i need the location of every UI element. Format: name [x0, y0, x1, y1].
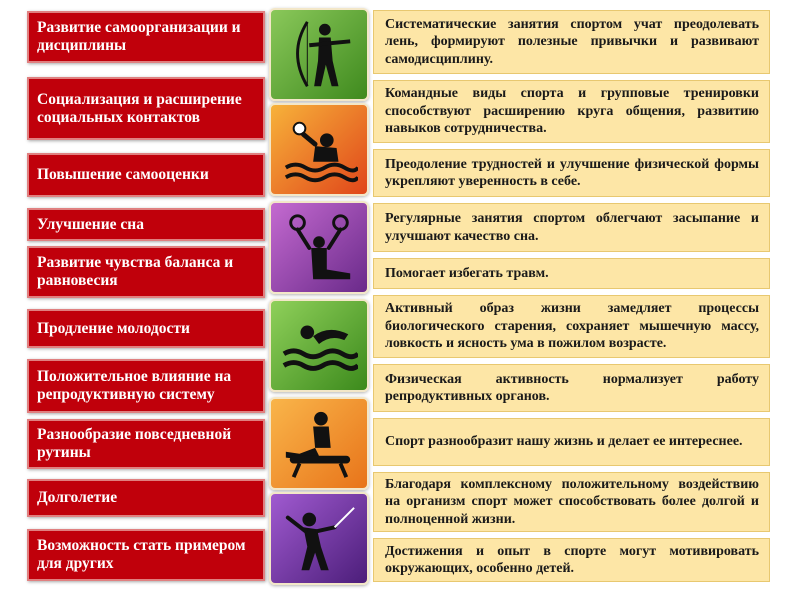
benefit-description-box	[373, 538, 770, 582]
benefit-description: Систематические занятия спортом учат преодолевать лень, формируют полезные привычки и развивают самодисциплину.	[385, 16, 759, 67]
benefit-title: Разнообразие повседневной рутины	[37, 426, 232, 461]
benefit-description-box	[373, 80, 770, 143]
benefit-description-box	[373, 472, 770, 532]
benefit-description-box	[373, 149, 770, 197]
archery-icon	[280, 15, 358, 95]
benefit-description-box	[373, 10, 770, 74]
gymnastics-rings-tile	[269, 201, 369, 294]
benefit-title-box	[27, 309, 265, 348]
benefit-title-box	[27, 153, 265, 197]
benefit-description: Благодаря комплексному положительному воздействию на организм спорт может способствовать более долгой и полноценной жизни.	[385, 476, 759, 527]
benefit-title-box	[27, 419, 265, 469]
fencing-icon	[280, 499, 358, 579]
water-polo-icon	[280, 110, 358, 190]
benefit-title-box	[27, 529, 265, 581]
benefit-title-box	[27, 208, 265, 241]
fencing-tile	[269, 492, 369, 585]
benefit-title: Долголетие	[37, 489, 118, 506]
swimming-icon	[280, 306, 358, 386]
pommel-horse-icon	[280, 404, 358, 484]
water-polo-tile	[269, 103, 369, 196]
benefit-title: Развитие самоорганизации и дисциплины	[37, 19, 241, 54]
benefit-title-box	[27, 359, 265, 413]
benefit-title: Развитие чувства баланса и равновесия	[37, 254, 234, 289]
benefit-description: Достижения и опыт в спорте могут мотивировать окружающих, особенно детей.	[385, 543, 759, 576]
benefit-description: Активный образ жизни замедляет процессы биологического старения, сохраняет мышечную массу, ловкость и ясность ума в пожилом возрасте.	[385, 301, 759, 352]
gymnastics-rings-icon	[280, 208, 358, 288]
benefit-title: Положительное влияние на репродуктивную систему	[37, 368, 232, 403]
benefit-title-box	[27, 77, 265, 140]
pommel-horse-tile	[269, 397, 369, 490]
benefit-description-box	[373, 295, 770, 358]
benefit-description-box	[373, 418, 770, 466]
benefit-title: Улучшение сна	[37, 215, 144, 233]
benefit-title: Продление молодости	[37, 319, 190, 337]
benefit-title-box	[27, 246, 265, 298]
benefit-description: Физическая активность нормализует работу репродуктивных органов.	[385, 371, 759, 404]
benefit-description: Регулярные занятия спортом облегчают засыпание и улучшают качество сна.	[385, 211, 759, 244]
benefit-title-box	[27, 479, 265, 517]
benefit-description: Преодоление трудностей и улучшение физической формы укрепляют уверенность в себе.	[385, 156, 759, 189]
benefit-title: Социализация и расширение социальных контактов	[37, 90, 242, 126]
benefit-description-box	[373, 203, 770, 252]
benefit-title-box	[27, 11, 265, 63]
archery-tile	[269, 8, 369, 101]
benefit-title: Повышение самооценки	[37, 166, 209, 183]
benefit-description-box	[373, 258, 770, 289]
icon-column	[269, 8, 372, 588]
swimming-tile	[269, 299, 369, 392]
benefit-description: Спорт разнообразит нашу жизнь и делает ее интереснее.	[385, 434, 743, 450]
benefit-description-box	[373, 364, 770, 412]
benefit-description: Командные виды спорта и групповые тренировки способствуют расширению круга общения, развитию навыков сотрудничества.	[385, 86, 759, 137]
benefit-description: Помогает избегать травм.	[385, 265, 549, 281]
benefit-title: Возможность стать примером для других	[37, 537, 246, 572]
